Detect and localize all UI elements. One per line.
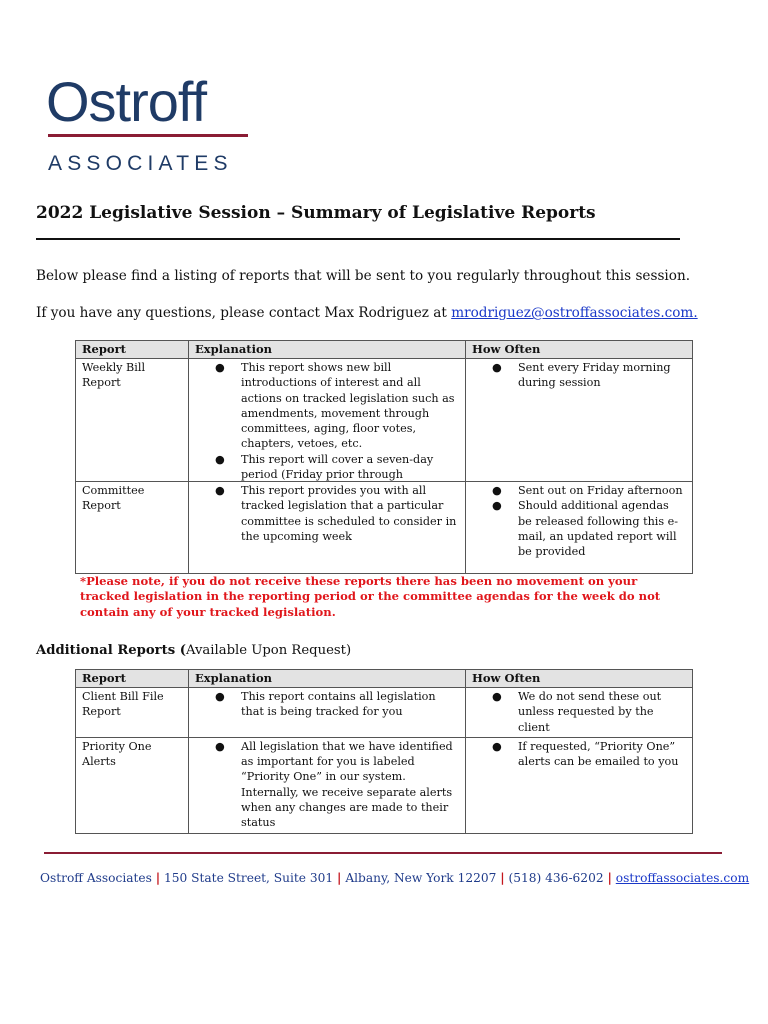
additional-heading-rest: Available Upon Request) (185, 643, 352, 658)
logo-subtitle: ASSOCIATES (48, 152, 233, 175)
contact-email-link[interactable]: mrodriguez@ostroffassociates.com. (451, 305, 698, 321)
footer-contact (40, 871, 749, 885)
intro-contact-text: If you have any questions, please contact Max Rodriguez at (36, 305, 447, 321)
explanation-text: This report provides you with all tracked legislation that a particular committee is scheduled to consider in the upcoming week (241, 484, 457, 543)
how-often-cell (466, 359, 693, 482)
header-explanation: Explanation (189, 341, 466, 359)
how-often-text: We do not send these out unless requested by the client (518, 690, 662, 734)
intro-line-2 (36, 305, 698, 321)
reports-table (75, 340, 693, 574)
how-often-text: Sent every Friday morning during session (518, 361, 671, 390)
how-often-bullet: ● If requested, “Priority One” alerts can be emailed to you (492, 739, 679, 769)
table-row (76, 688, 693, 738)
table-header-row (76, 670, 693, 688)
header-explanation: Explanation (189, 670, 466, 688)
explanation-text: All legislation that we have identified as important for you is labeled “Priority One” in our system. Internally, we receive separate alerts when any changes are made to their status (241, 739, 453, 830)
how-often-bullet: ● We do not send these out unless requested by the client (492, 690, 662, 734)
footer-separator: | (337, 871, 342, 885)
how-often-cell (466, 688, 693, 738)
footer-address: 150 State Street, Suite 301 (164, 871, 334, 885)
header-report: Report (76, 341, 189, 359)
additional-heading-bold: Additional Reports ( (36, 643, 186, 658)
report-name: Weekly Bill Report (76, 359, 189, 482)
explanation-cell (189, 737, 466, 833)
footer-separator: | (607, 871, 612, 885)
table-row (76, 359, 693, 482)
report-name: Client Bill File Report (76, 688, 189, 738)
title-rule (36, 238, 680, 240)
footer-city: Albany, New York 12207 (345, 871, 497, 885)
additional-reports-table (75, 669, 693, 834)
logo-divider (48, 134, 248, 137)
explanation-text: This report will cover a seven-day period (Friday prior through (241, 452, 434, 481)
header-how-often: How Often (466, 341, 693, 359)
page-title-text: 2022 Legislative Session – Summary of Legislative Reports (36, 203, 596, 223)
header-report: Report (76, 670, 189, 688)
how-often-bullet: ● Should additional agendas be released following this e-mail, an updated report will be provided (492, 499, 679, 559)
how-often-text: Sent out on Friday afternoon (518, 484, 683, 497)
explanation-bullet: ● All legislation that we have identified as important for you is labeled “Priority One” in our system. Internally, we receive separate alerts when any changes are made to their status (215, 739, 453, 830)
explanation-bullet: ● This report shows new bill introductions of interest and all actions on tracked legislation such as amendments, movement through committees, aging, floor votes, chapters, vetoes, etc. (215, 361, 455, 451)
table-row (76, 482, 693, 574)
table-header-row (76, 341, 693, 359)
how-often-bullet: ● Sent out on Friday afternoon (492, 484, 683, 497)
report-name: Committee Report (76, 482, 189, 574)
how-often-cell (466, 737, 693, 833)
no-report-note: *Please note, if you do not receive these reports there has been no movement on your tracked legislation in the reporting period or the committee agendas for the week do not contain any of your tracked legislation. (80, 574, 661, 619)
footer-separator: | (500, 871, 505, 885)
explanation-bullet: ● This report provides you with all tracked legislation that a particular committee is scheduled to consider in the upcoming week (215, 484, 457, 543)
explanation-cell (189, 688, 466, 738)
footer-rule (44, 852, 722, 854)
how-often-text: If requested, “Priority One” alerts can be emailed to you (518, 739, 679, 769)
explanation-text: This report shows new bill introductions of interest and all actions on tracked legislation such as amendments, movement through committees, aging, floor votes, chapters, vetoes, etc. (241, 361, 455, 451)
footer-separator: | (155, 871, 161, 885)
explanation-text: This report contains all legislation that is being tracked for you (241, 690, 436, 719)
explanation-cell (189, 482, 466, 574)
intro-line-1: Below please find a listing of reports that will be sent to you regularly throughout this session. (36, 268, 691, 284)
how-often-cell (466, 482, 693, 574)
report-name: Priority One Alerts (76, 737, 189, 833)
footer-company: Ostroff Associates (40, 871, 152, 885)
how-often-text: Should additional agendas be released following this e-mail, an updated report will be provided (518, 499, 679, 559)
footer-website-link[interactable]: ostroffassociates.com (615, 871, 750, 885)
how-often-bullet: ● Sent every Friday morning during session (492, 361, 671, 390)
ostroff-logo (46, 72, 256, 182)
additional-reports-heading (36, 643, 351, 658)
table-row (76, 737, 693, 833)
logo-wordmark: Ostroff (46, 70, 207, 133)
page-title (36, 203, 596, 223)
explanation-cell (189, 359, 466, 482)
explanation-bullet: ● This report will cover a seven-day period (Friday prior through (215, 452, 434, 481)
footer-phone: (518) 436-6202 (508, 871, 604, 885)
header-how-often: How Often (466, 670, 693, 688)
explanation-bullet: ● This report contains all legislation that is being tracked for you (215, 690, 436, 719)
